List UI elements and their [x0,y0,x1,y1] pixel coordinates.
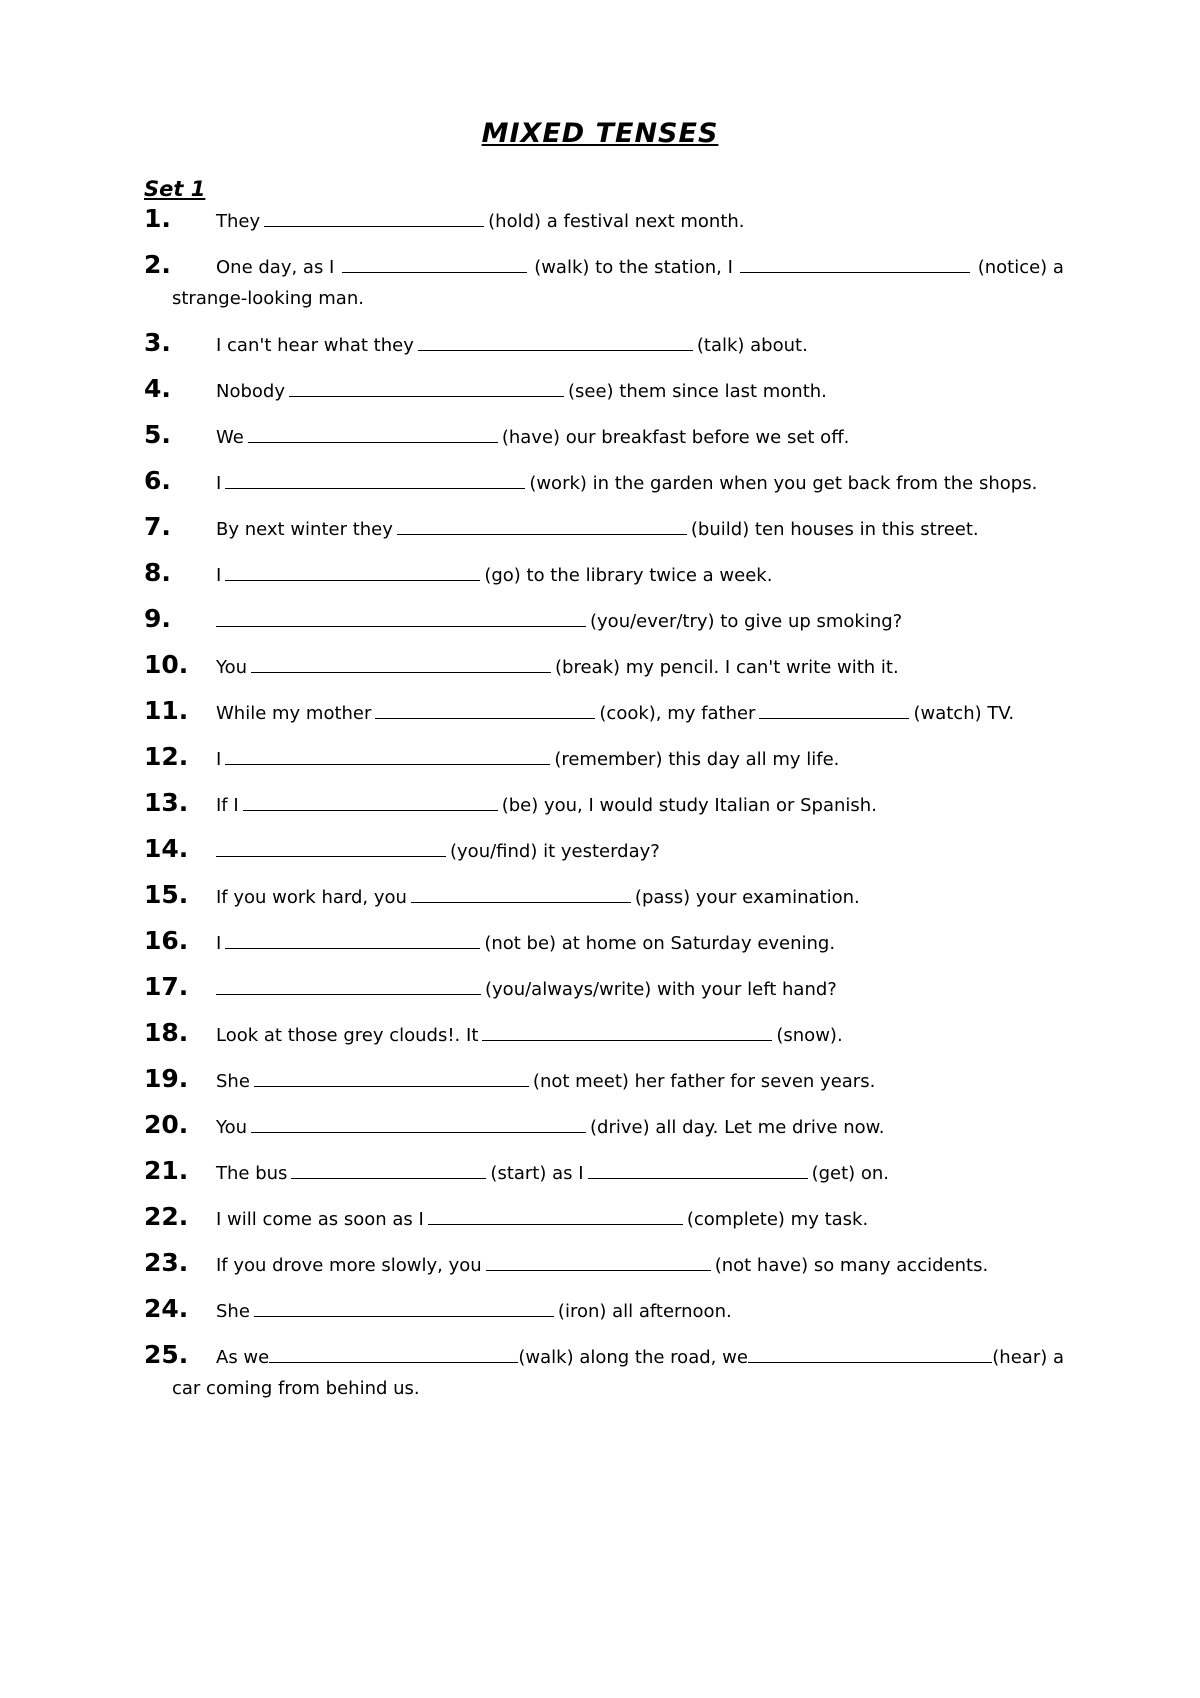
answer-blank[interactable] [748,1344,992,1363]
question-item [144,248,1064,312]
question-text: (be) you, I would study Italian or Spanish. [501,795,877,816]
answer-blank[interactable] [254,1298,554,1317]
answer-blank[interactable] [397,516,687,535]
answer-blank[interactable] [216,608,586,627]
question-number: 5. [144,420,171,449]
question-item [144,694,1064,728]
question-text: (build) ten houses in this street. [690,519,979,540]
question-number: 14. [144,834,189,863]
question-number: 20. [144,1110,189,1139]
question-text: (notice) a [977,257,1064,278]
question-item [144,878,1064,912]
question-text: I will come as soon as I [216,1209,424,1230]
question-text: (you/ever/try) to give up smoking? [590,611,903,632]
question-text: (watch) TV. [913,703,1015,724]
question-text: I [216,473,222,494]
question-text: If you drove more slowly, you [216,1255,482,1276]
question-text: (you/always/write) with your left hand? [485,979,837,1000]
question-text: The bus [216,1163,288,1184]
question-text: By next winter they [216,519,393,540]
answer-blank[interactable] [486,1252,711,1271]
question-item [144,1062,1064,1096]
question-text: You [216,1117,248,1138]
answer-blank[interactable] [216,838,446,857]
question-number: 9. [144,604,171,633]
question-item [144,786,1064,820]
question-number: 4. [144,374,171,403]
answer-blank[interactable] [375,700,595,719]
question-text: (get) on. [811,1163,890,1184]
question-item [144,1016,1064,1050]
answer-blank[interactable] [225,746,550,765]
answer-blank[interactable] [216,976,481,995]
question-text: (have) our breakfast before we set off. [501,427,850,448]
question-text: (not meet) her father for seven years. [532,1071,876,1092]
answer-blank[interactable] [225,930,480,949]
question-number: 6. [144,466,171,495]
question-text: (pass) your examination. [634,887,860,908]
question-text: (iron) all afternoon. [557,1301,732,1322]
question-text: (walk) to the station, I [534,257,733,278]
answer-blank[interactable] [264,208,484,227]
question-text: She [216,1071,250,1092]
question-text: (walk) along the road, we [518,1347,748,1368]
answer-blank[interactable] [248,424,498,443]
question-item [144,464,1064,498]
question-text: While my mother [216,703,372,724]
question-number: 19. [144,1064,189,1093]
question-text: If I [216,795,239,816]
question-item [144,556,1064,590]
question-item [144,202,1064,236]
question-item [144,326,1064,360]
question-item [144,1292,1064,1326]
question-item [144,418,1064,452]
question-text: (talk) about. [696,335,808,356]
question-item [144,924,1064,958]
question-number: 22. [144,1202,189,1231]
answer-blank[interactable] [243,792,498,811]
question-number: 25. [144,1340,189,1369]
answer-blank[interactable] [251,1114,586,1133]
question-item [144,832,1064,866]
question-item [144,740,1064,774]
question-number: 16. [144,926,189,955]
question-number: 13. [144,788,189,817]
question-continuation: car coming from behind us. [172,1378,420,1399]
answer-blank[interactable] [225,470,525,489]
question-item [144,648,1064,682]
question-text: (you/find) it yesterday? [450,841,660,862]
question-number: 17. [144,972,189,1001]
answer-blank[interactable] [225,562,480,581]
question-text: One day, as I [216,257,335,278]
question-text: (cook), my father [599,703,756,724]
question-number: 7. [144,512,171,541]
question-text: (not have) so many accidents. [714,1255,989,1276]
question-number: 21. [144,1156,189,1185]
answer-blank[interactable] [251,654,551,673]
question-number: 15. [144,880,189,909]
question-text: (complete) my task. [686,1209,869,1230]
question-text: (remember) this day all my life. [554,749,840,770]
question-text: (work) in the garden when you get back from the shops. [529,473,1038,494]
question-number: 1. [144,204,171,233]
question-text: If you work hard, you [216,887,407,908]
question-text: I [216,933,222,954]
question-text: They [216,211,261,232]
question-text: I [216,749,222,770]
question-number: 3. [144,328,171,357]
question-number: 2. [144,250,171,279]
question-item [144,1338,1064,1402]
question-text: (go) to the library twice a week. [484,565,773,586]
question-text: We [216,427,244,448]
question-continuation: strange-looking man. [172,288,364,309]
question-text: (drive) all day. Let me drive now. [590,1117,885,1138]
question-item [144,602,1064,636]
answer-blank[interactable] [254,1068,529,1087]
question-number: 11. [144,696,189,725]
question-text: (see) them since last month. [568,381,827,402]
answer-blank[interactable] [411,884,631,903]
question-text: (hear) a [992,1347,1064,1368]
answer-blank[interactable] [289,378,564,397]
answer-blank[interactable] [342,254,527,273]
question-text: Nobody [216,381,285,402]
answer-blank[interactable] [482,1022,772,1041]
question-text: She [216,1301,250,1322]
question-item [144,1154,1064,1188]
answer-blank[interactable] [588,1160,808,1179]
answer-blank[interactable] [291,1160,486,1179]
answer-blank[interactable] [269,1344,518,1363]
answer-blank[interactable] [428,1206,683,1225]
question-text: (break) my pencil. I can't write with it. [555,657,899,678]
question-text: (not be) at home on Saturday evening. [484,933,836,954]
question-text: (snow). [776,1025,843,1046]
question-number: 24. [144,1294,189,1323]
question-item [144,970,1064,1004]
answer-blank[interactable] [418,332,693,351]
question-number: 8. [144,558,171,587]
page-title: MIXED TENSES [481,118,719,149]
question-text: Look at those grey clouds!. It [216,1025,479,1046]
answer-blank[interactable] [759,700,909,719]
question-number: 12. [144,742,189,771]
question-text: You [216,657,248,678]
question-item [144,372,1064,406]
question-text: As we [216,1347,270,1368]
question-text: (start) as I [490,1163,584,1184]
question-item [144,1200,1064,1234]
question-number: 18. [144,1018,189,1047]
question-text: I [216,565,222,586]
question-item [144,1108,1064,1142]
question-item [144,510,1064,544]
question-number: 10. [144,650,189,679]
question-text: I can't hear what they [216,335,414,356]
question-item [144,1246,1064,1280]
set-label: Set 1 [144,177,206,201]
answer-blank[interactable] [740,254,970,273]
question-number: 23. [144,1248,189,1277]
question-text: (hold) a festival next month. [488,211,745,232]
